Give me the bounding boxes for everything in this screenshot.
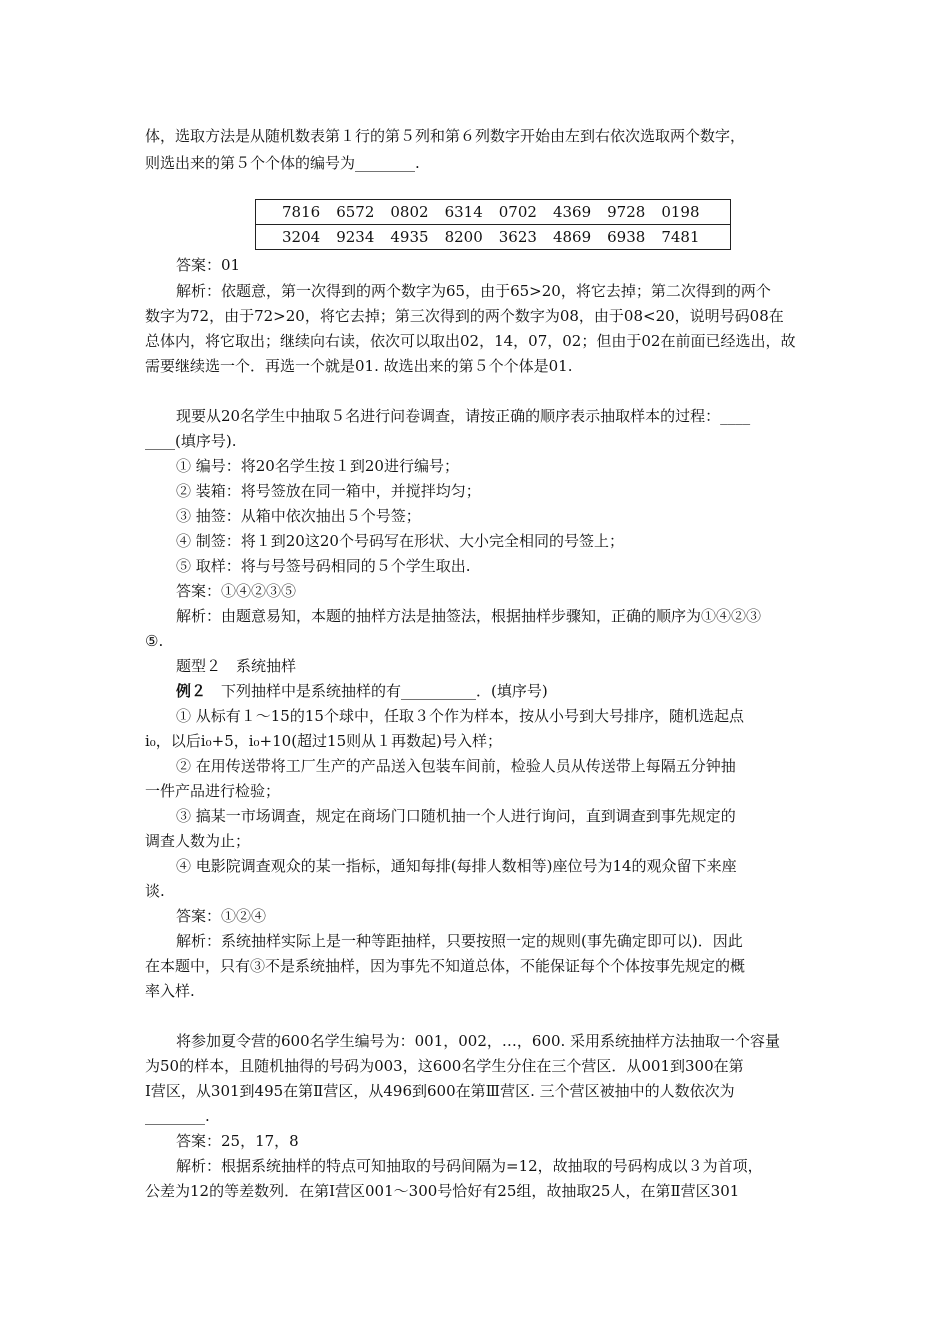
random-number-table	[255, 199, 731, 250]
example2-stem: 下列抽样中是系统抽样的有__________．(填序号)	[206, 682, 548, 700]
section-heading: 题型２ 系统抽样	[176, 657, 297, 675]
problem1-line1: 体，选取方法是从随机数表第１行的第５列和第６列数字开始由左到右依次选取两个数字，	[145, 127, 746, 145]
problem1-line2: 则选出来的第５个个体的编号为________.	[145, 154, 420, 172]
table-cell: 3204	[256, 225, 329, 250]
problem2-line2: ____(填序号).	[145, 432, 237, 450]
example2-explain-3: 率入样.	[145, 982, 195, 1000]
example2-option-2a: ② 在用传送带将工厂生产的产品送入包装车间前，检验人员从传送带上每隔五分钟抽	[176, 757, 736, 775]
table-cell: 0702	[491, 200, 545, 225]
problem3-line3: Ⅰ营区，从301到495在第Ⅱ营区，从496到600在第Ⅲ营区. 三个营区被抽中的人数依次为	[145, 1082, 735, 1100]
table-cell: 0198	[653, 200, 730, 225]
example2-explain-1: 解析：系统抽样实际上是一种等距抽样，只要按照一定的规则(事先确定即可以)．因此	[176, 932, 743, 950]
problem3-line4: ________.	[145, 1107, 210, 1125]
problem1-explain-3: 总体内，将它取出；继续向右读，依次可以取出02，14，07，02；但由于02在前面已经选出，故	[145, 332, 796, 350]
problem3-explain-2: 公差为12的等差数列．在第Ⅰ营区001～300号恰好有25组，故抽取25人，在第Ⅱ营区301	[145, 1182, 740, 1200]
table-row	[256, 225, 731, 250]
table-cell: 0802	[382, 200, 436, 225]
problem1-explain-2: 数字为72，由于72>20，将它去掉；第三次得到的两个数字为08，由于08<20，说明号码08在	[145, 307, 784, 325]
table-cell: 4369	[545, 200, 599, 225]
table-cell: 7816	[256, 200, 329, 225]
problem1-explain-1: 解析：依题意，第一次得到的两个数字为65，由于65>20，将它去掉；第二次得到的两个	[176, 282, 771, 300]
example2-option-4a: ④ 电影院调查观众的某一指标，通知每排(每排人数相等)座位号为14的观众留下来座	[176, 857, 737, 875]
problem2-explain-1: 解析：由题意易知，本题的抽样方法是抽签法，根据抽样步骤知，正确的顺序为①④②③	[176, 607, 762, 625]
example2-answer: 答案：①②④	[176, 907, 267, 925]
example2-explain-2: 在本题中，只有③不是系统抽样，因为事先不知道总体，不能保证每个个体按事先规定的概	[145, 957, 746, 975]
problem3-line2: 为50的样本，且随机抽得的号码为003，这600名学生分住在三个营区．从001到300在第	[145, 1057, 744, 1075]
example2-option-1a: ① 从标有１～15的15个球中，任取３个作为样本，按从小号到大号排序，随机选起点	[176, 707, 744, 725]
table-cell: 9234	[328, 225, 382, 250]
problem2-explain-2: ⑤.	[145, 632, 164, 650]
example2-option-3b: 调查人数为止；	[145, 832, 251, 850]
table-cell: 4869	[545, 225, 599, 250]
table-cell: 6572	[328, 200, 382, 225]
problem1-explain-4: 需要继续选一个．再选一个就是01. 故选出来的第５个个体是01.	[145, 357, 573, 375]
example-label: 例２	[176, 682, 207, 700]
table-cell: 6314	[437, 200, 491, 225]
problem3-answer: 答案：25，17，8	[176, 1132, 299, 1150]
table-cell: 8200	[437, 225, 491, 250]
table-cell: 7481	[653, 225, 730, 250]
example2-option-1b: i₀，以后i₀+5，i₀+10(超过15则从１再数起)号入样；	[145, 732, 502, 750]
problem3-explain-1: 解析：根据系统抽样的特点可知抽取的号码间隔为=12，故抽取的号码构成以３为首项，	[176, 1157, 763, 1175]
table-cell: 6938	[599, 225, 653, 250]
example2-option-3a: ③ 搞某一市场调查，规定在商场门口随机抽一个人进行询问，直到调查到事先规定的	[176, 807, 736, 825]
problem2-step-2: ② 装箱：将号签放在同一箱中，并搅拌均匀；	[176, 482, 481, 500]
table-cell: 9728	[599, 200, 653, 225]
problem1-answer: 答案：01	[176, 256, 241, 274]
table-row	[256, 200, 731, 225]
problem2-step-5: ⑤ 取样：将与号签号码相同的５个学生取出.	[176, 557, 471, 575]
problem2-answer: 答案：①④②③⑤	[176, 582, 297, 600]
problem2-step-3: ③ 抽签：从箱中依次抽出５个号签；	[176, 507, 421, 525]
example2-option-2b: 一件产品进行检验；	[145, 782, 281, 800]
problem2-line1: 现要从20名学生中抽取５名进行问卷调查，请按正确的顺序表示抽取样本的过程：____	[176, 407, 751, 425]
problem2-step-4: ④ 制签：将１到20这20个号码写在形状、大小完全相同的号签上；	[176, 532, 624, 550]
problem2-step-1: ① 编号：将20名学生按１到20进行编号；	[176, 457, 459, 475]
example2-stem-line	[176, 678, 548, 704]
example2-option-4b: 谈.	[145, 882, 165, 900]
problem3-line1: 将参加夏令营的600名学生编号为：001，002，…，600. 采用系统抽样方法抽取一个容量	[176, 1032, 781, 1050]
table-cell: 3623	[491, 225, 545, 250]
table-cell: 4935	[382, 225, 436, 250]
